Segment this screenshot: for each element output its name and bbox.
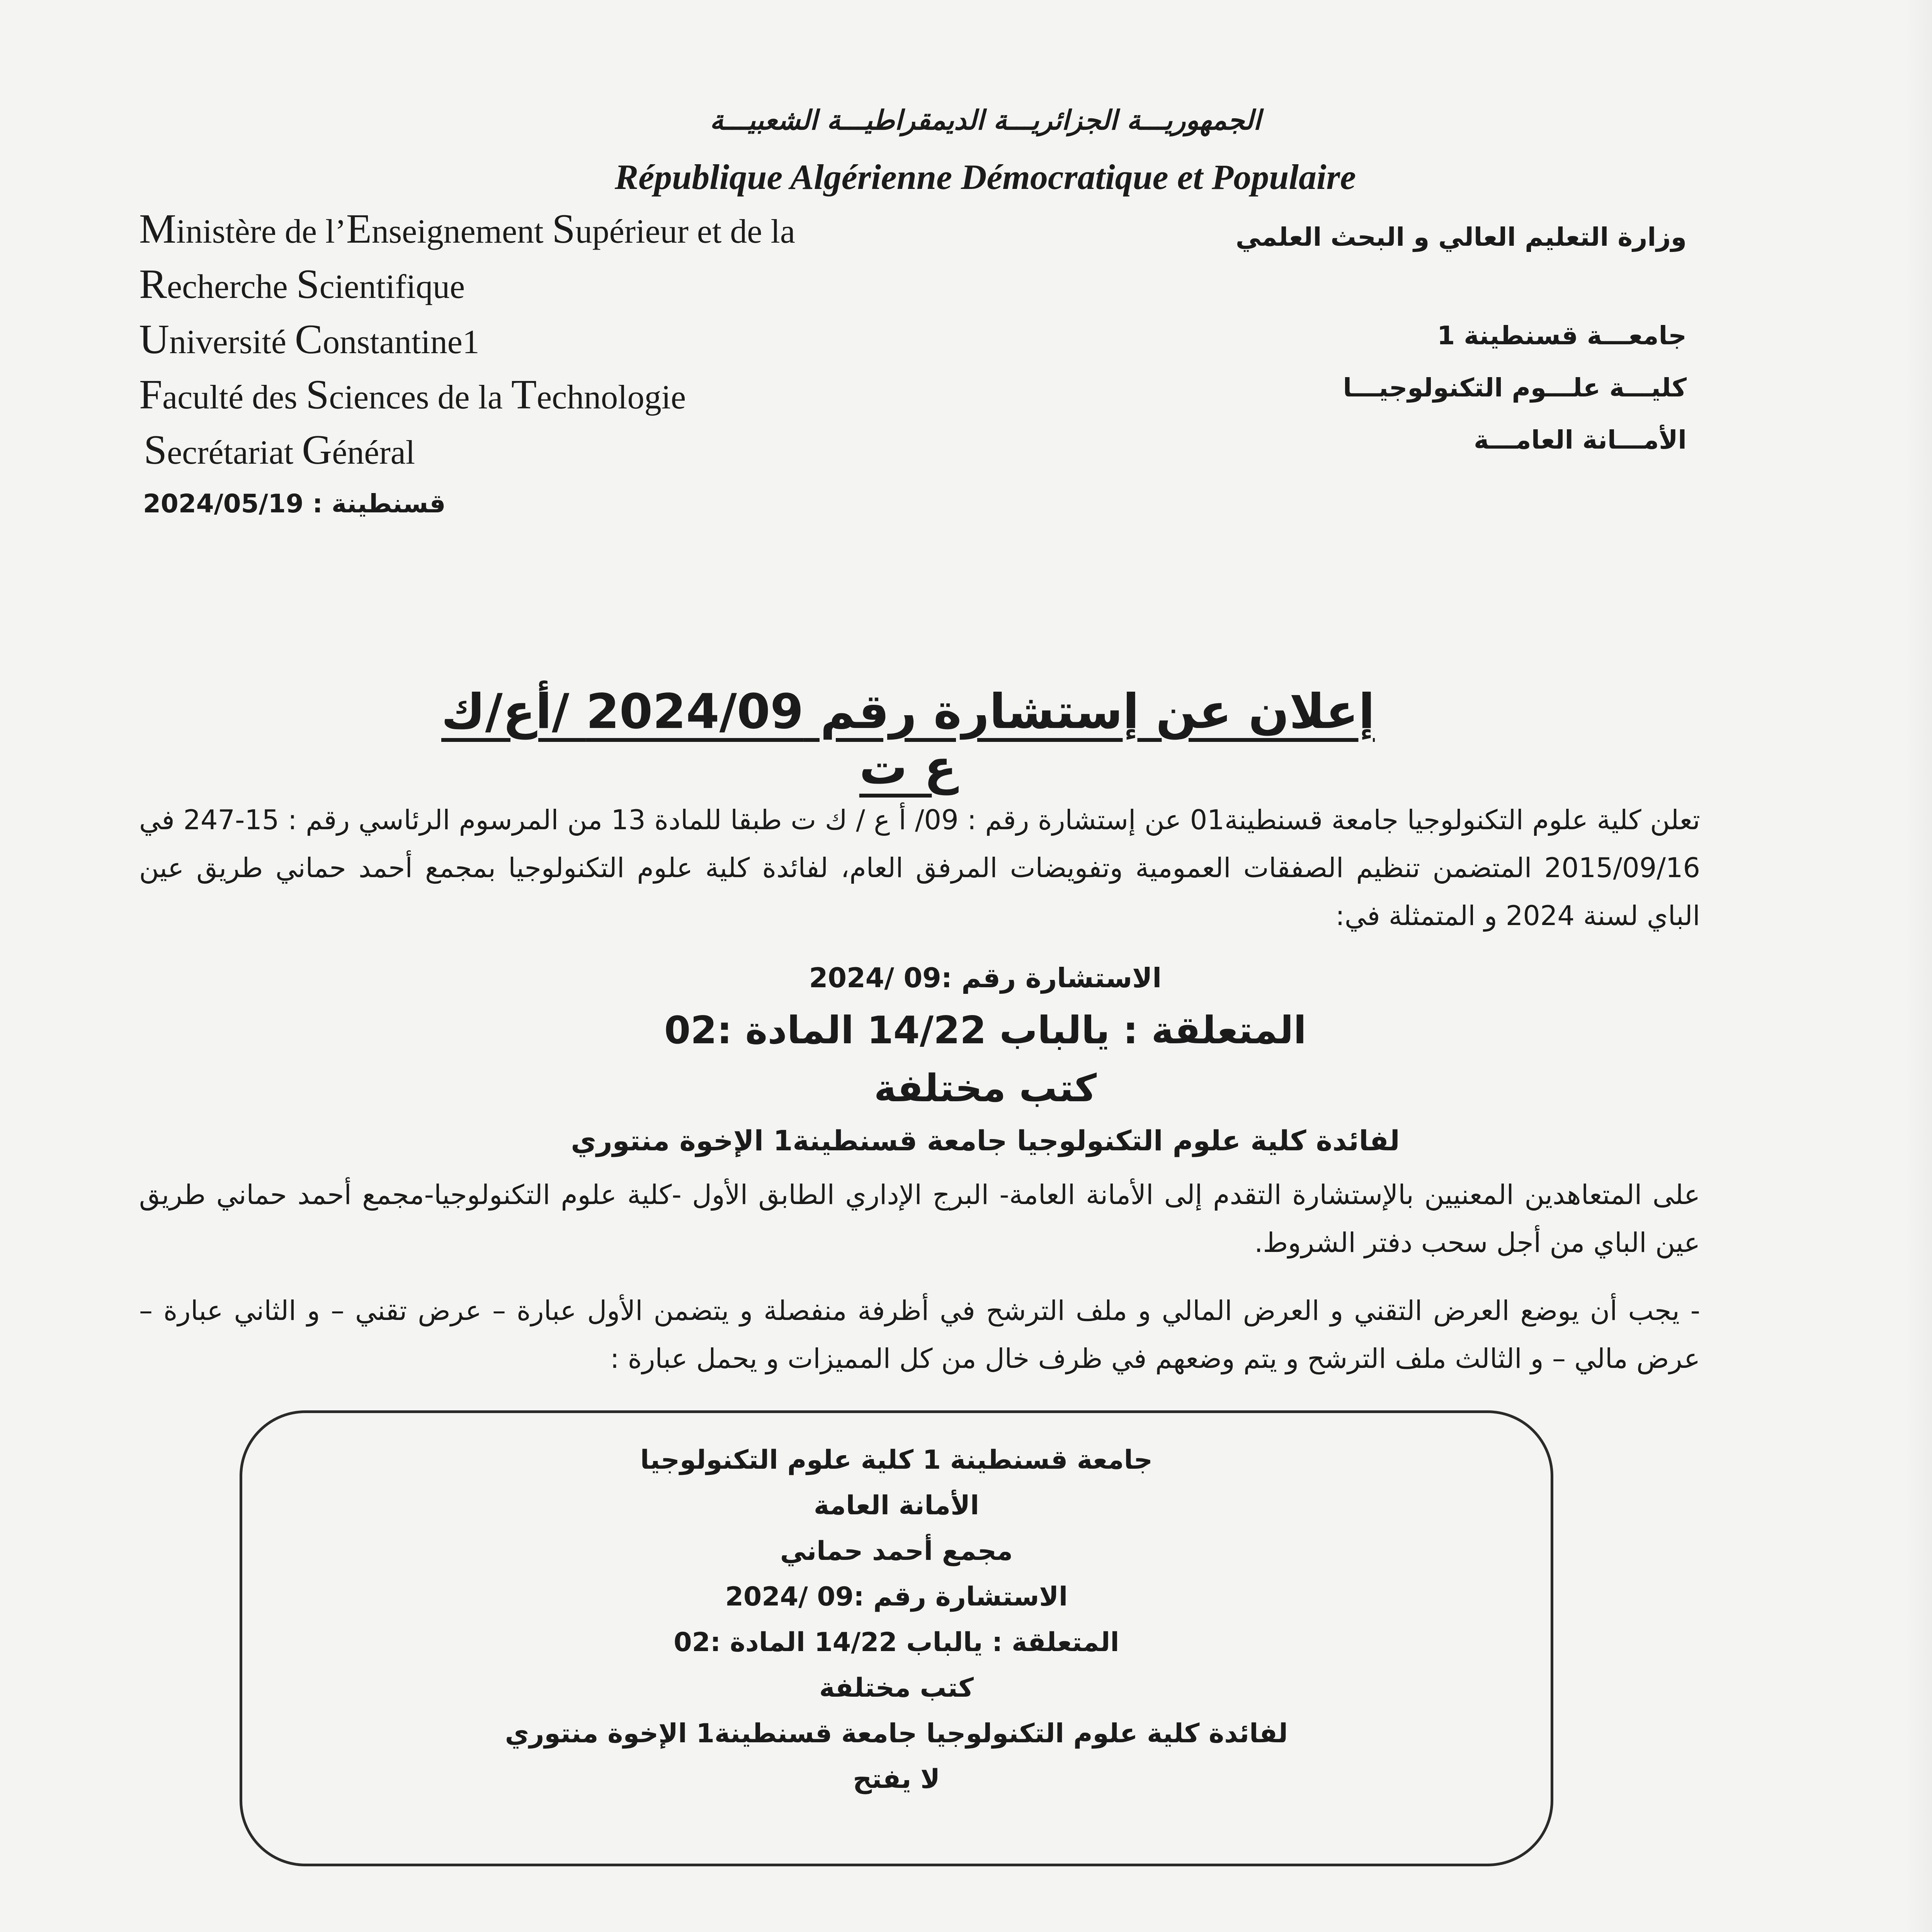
envelope-line: جامعة قسنطينة 1 كلية علوم التكنولوجيا <box>640 1445 1153 1475</box>
envelope-line: الأمانة العامة <box>813 1490 980 1521</box>
french-header-line: Faculté des Sciences de la Technologie <box>139 372 686 418</box>
envelope-line: مجمع أحمد حماني <box>780 1536 1013 1566</box>
consultation-subject: المتعلقة : يالباب 14/22 المادة :02 <box>664 1009 1306 1053</box>
issue-date: قسنطينة : 2024/05/19 <box>143 489 446 519</box>
consultation-number: الاستشارة رقم :09 /2024 <box>809 962 1162 994</box>
envelope-line: المتعلقة : يالباب 14/22 المادة :02 <box>673 1627 1119 1658</box>
page-edge-shadow <box>1905 0 1932 1932</box>
envelope-line: كتب مختلفة <box>819 1673 974 1703</box>
french-header-line: Université Constantine1 <box>139 316 480 362</box>
envelope-line: الاستشارة رقم :09 /2024 <box>725 1582 1068 1612</box>
french-header-line: Secrétariat Général <box>144 427 415 473</box>
french-header-line: Ministère de l’Enseignement Supérieur et de la <box>139 206 795 252</box>
announcement-title: إعلان عن إستشارة رقم 2024/09 /أع/ك ع ت <box>441 684 1375 795</box>
university-arabic: جامعـــة قسنطينة 1 <box>1437 321 1687 350</box>
faculty-arabic: كليـــة علـــوم التكنولوجيـــا <box>1343 373 1687 403</box>
secretariat-arabic: الأمـــانة العامـــة <box>1474 425 1687 455</box>
ministry-arabic: وزارة التعليم العالي و البحث العلمي <box>1235 222 1687 252</box>
intro-paragraph: تعلن كلية علوم التكنولوجيا جامعة قسنطينة01 عن إستشارة رقم : 09/ أ ع / ك ت طبقا للمادة 13 من المرسوم الرئاسي رقم : 15-247 في 2015/09/16 المتضمن تنظيم الصفقات العمومية وتفويضات المرفق العام، لفائدة كلية علوم التكنولوجيا بمجمع أحمد حماني طريق عين الباي لسنة 2024 و المتمثلة في: <box>139 804 1700 932</box>
bidders-instructions: على المتعاهدين المعنيين بالإستشارة التقدم إلى الأمانة العامة- البرج الإداري الطابق الأول -كلية علوم التكنولوجيا-مجمع أحمد حماني طريق عين الباي من أجل سحب دفتر الشروط. <box>139 1179 1700 1259</box>
envelope-line: لا يفتح <box>853 1764 940 1794</box>
french-header-line: Recherche Scientifique <box>139 261 465 307</box>
french-header-block <box>139 203 912 479</box>
republic-arabic: الجمهوريـــة الجزائريـــة الديمقراطيـــة الشعبيـــة <box>709 104 1261 136</box>
envelope-instructions: - يجب أن يوضع العرض التقني و العرض المالي و ملف الترشح في أظرفة منفصلة و يتضمن الأول عبارة – عرض تقني – و الثاني عبارة – عرض مالي – و الثالث ملف الترشح و يتم وضعهم في ظرف خال من كل المميزات و يحمل عبارة : <box>139 1295 1700 1374</box>
republic-french: République Algérienne Démocratique et Populaire <box>614 157 1356 197</box>
consultation-items: كتب مختلفة <box>874 1066 1097 1111</box>
beneficiary-line: لفائدة كلية علوم التكنولوجيا جامعة قسنطينة1 الإخوة منتوري <box>571 1124 1400 1157</box>
envelope-line: لفائدة كلية علوم التكنولوجيا جامعة قسنطينة1 الإخوة منتوري <box>505 1718 1288 1749</box>
envelope-label-text <box>240 1437 1553 1802</box>
